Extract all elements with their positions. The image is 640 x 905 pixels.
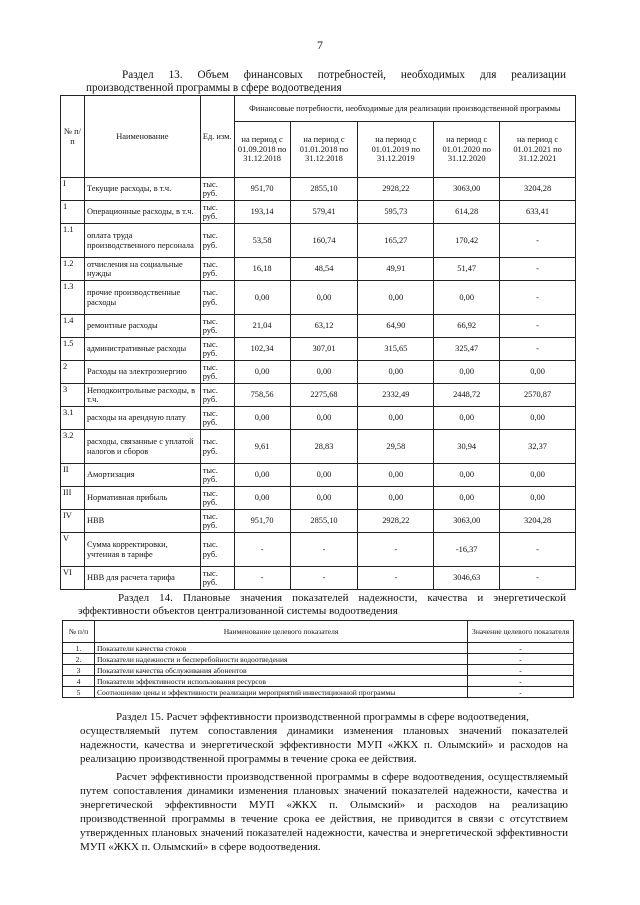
row-value: 0,00 (358, 281, 434, 315)
row-value: 951,70 (234, 510, 290, 533)
row-name: прочие производственные расходы (84, 281, 200, 315)
row-value: 0,00 (434, 487, 500, 510)
row-value: 3204,28 (500, 178, 576, 201)
row-num: VI (61, 567, 85, 590)
row-value: 48,54 (290, 258, 358, 281)
row-value: 325,47 (434, 338, 500, 361)
row-unit: тыс. руб. (200, 361, 234, 384)
row-num: 5 (63, 687, 95, 698)
row-value: 0,00 (434, 281, 500, 315)
table-row (61, 407, 576, 430)
row-value: - (500, 315, 576, 338)
row-num: 2. (63, 654, 95, 665)
row-value: - (358, 533, 434, 567)
row-num: 1 (61, 201, 85, 224)
row-unit: тыс. руб. (200, 430, 234, 464)
row-name: Операционные расходы, в т.ч. (84, 201, 200, 224)
row-value: - (468, 665, 574, 676)
row-num: 2 (61, 361, 85, 384)
row-value: 102,34 (234, 338, 290, 361)
row-value: 0,00 (234, 281, 290, 315)
row-name: Соотношение цены и эффективности реализации мероприятий инвестиционной программы (94, 687, 467, 698)
row-value: 0,00 (500, 464, 576, 487)
table-row (61, 224, 576, 258)
row-value: 3063,00 (434, 510, 500, 533)
table-row (61, 258, 576, 281)
row-value: -16,37 (434, 533, 500, 567)
row-name: Показатели качества стоков (94, 643, 467, 654)
header-period: на период с 01.01.2021 по 31.12.2021 (500, 122, 576, 178)
table-row (61, 384, 576, 407)
row-unit: тыс. руб. (200, 567, 234, 590)
row-value: 63,12 (290, 315, 358, 338)
row-num: 1.1 (61, 224, 85, 258)
header-period: на период с 01.01.2018 по 31.12.2018 (290, 122, 358, 178)
table-row (63, 665, 574, 676)
table-row (61, 487, 576, 510)
table-row (61, 510, 576, 533)
row-name: Текущие расходы, в т.ч. (84, 178, 200, 201)
row-value: 0,00 (500, 407, 576, 430)
row-value: 0,00 (290, 464, 358, 487)
row-name: Сумма корректировки, учтенная в тарифе (84, 533, 200, 567)
table-row (61, 430, 576, 464)
row-unit: тыс. руб. (200, 533, 234, 567)
row-value: 64,90 (358, 315, 434, 338)
header-num: № п/п (61, 96, 85, 178)
row-value: - (500, 281, 576, 315)
table-row (61, 567, 576, 590)
table-row (61, 281, 576, 315)
row-value: - (500, 567, 576, 590)
page-number: 7 (317, 38, 323, 52)
row-value: 16,18 (234, 258, 290, 281)
row-value: - (234, 567, 290, 590)
row-value: 307,01 (290, 338, 358, 361)
row-unit: тыс. руб. (200, 201, 234, 224)
row-num: I (61, 178, 85, 201)
row-num: 1.3 (61, 281, 85, 315)
row-value: 49,91 (358, 258, 434, 281)
row-value: 0,00 (358, 407, 434, 430)
row-name: Показатели качества обслуживания абонентов (94, 665, 467, 676)
row-value: 0,00 (358, 487, 434, 510)
table-row (63, 654, 574, 665)
row-value: 0,00 (234, 464, 290, 487)
row-value: 579,41 (290, 201, 358, 224)
row-value: 21,04 (234, 315, 290, 338)
row-value: 165,27 (358, 224, 434, 258)
row-value: 0,00 (434, 361, 500, 384)
row-value: 2448,72 (434, 384, 500, 407)
row-value: 951,70 (234, 178, 290, 201)
row-value: - (500, 258, 576, 281)
row-value: 0,00 (290, 487, 358, 510)
row-value: 0,00 (290, 281, 358, 315)
row-value: 51,47 (434, 258, 500, 281)
row-unit: тыс. руб. (200, 178, 234, 201)
row-name: Расходы на электроэнергию (84, 361, 200, 384)
header-name: Наименование (84, 96, 200, 178)
row-value: 2928,22 (358, 178, 434, 201)
table-row (61, 361, 576, 384)
row-value: 9,61 (234, 430, 290, 464)
row-value: 0,00 (434, 407, 500, 430)
row-value: 2332,49 (358, 384, 434, 407)
row-name: расходы на арендную плату (84, 407, 200, 430)
row-value: 614,28 (434, 201, 500, 224)
header-period: на период с 01.09.2018 по 31.12.2018 (234, 122, 290, 178)
row-value: 0,00 (290, 361, 358, 384)
row-value: 0,00 (500, 487, 576, 510)
row-value: - (500, 533, 576, 567)
table-row (61, 533, 576, 567)
section-13-heading (86, 69, 566, 95)
row-unit: тыс. руб. (200, 464, 234, 487)
row-value: 28,83 (290, 430, 358, 464)
row-value: 160,74 (290, 224, 358, 258)
row-value: - (234, 533, 290, 567)
row-num: 3.1 (61, 407, 85, 430)
row-value: 2855,10 (290, 510, 358, 533)
row-name: расходы, связанные с уплатой налогов и сборов (84, 430, 200, 464)
table-row (61, 338, 576, 361)
header-period: на период с 01.01.2019 по 31.12.2019 (358, 122, 434, 178)
row-name: ремонтные расходы (84, 315, 200, 338)
row-name: Нормативная прибыль (84, 487, 200, 510)
section-13-heading-line2: производственной программы в сфере водоотведения (86, 82, 342, 94)
row-value: 32,37 (500, 430, 576, 464)
row-num: IV (61, 510, 85, 533)
row-num: 1. (63, 643, 95, 654)
row-unit: тыс. руб. (200, 258, 234, 281)
row-value: 2275,68 (290, 384, 358, 407)
row-value: - (468, 676, 574, 687)
row-unit: тыс. руб. (200, 487, 234, 510)
row-num: 3 (63, 665, 95, 676)
row-num: V (61, 533, 85, 567)
row-unit: тыс. руб. (200, 224, 234, 258)
row-value: 0,00 (434, 464, 500, 487)
row-name: НВВ для расчета тарифа (84, 567, 200, 590)
row-name: Амортизация (84, 464, 200, 487)
row-unit: тыс. руб. (200, 338, 234, 361)
row-unit: тыс. руб. (200, 407, 234, 430)
target-indicators-table (62, 620, 574, 698)
header-unit: Ед. изм. (200, 96, 234, 178)
row-num: 1.4 (61, 315, 85, 338)
row-value: 3204,28 (500, 510, 576, 533)
row-name: административные расходы (84, 338, 200, 361)
row-unit: тыс. руб. (200, 315, 234, 338)
row-value: 595,73 (358, 201, 434, 224)
row-name: НВВ (84, 510, 200, 533)
financial-needs-table (60, 95, 576, 590)
row-value: 2570,87 (500, 384, 576, 407)
row-name: оплата труда производственного персонала (84, 224, 200, 258)
row-num: 3.2 (61, 430, 85, 464)
row-name: Неподконтрольные расходы, в т.ч. (84, 384, 200, 407)
section-15-conclusion (80, 770, 568, 854)
section-15-conclusion-text: Расчет эффективности производственной программы в сфере водоотведения, осуществляемый путем сопоставления динамики изменения плановых значений показателей надежности, качества и энергетической эффективности МУП «ЖКХ п. Олымский» и расходов на реализацию производственной программы в течение срока ее действия, не приводится в связи с отсутствием утвержденных плановых значений показателей надежности, качества и энергетической эффективности МУП «ЖКХ п. Олымский» в сфере водоотведения. (80, 771, 568, 853)
row-value: 315,65 (358, 338, 434, 361)
table-row (63, 676, 574, 687)
row-value: 53,58 (234, 224, 290, 258)
row-value: 0,00 (290, 407, 358, 430)
section-15-rest: осуществляемый путем сопоставления динамики изменения плановых значений показателей надежности, качества и энергетической эффективности МУП «ЖКХ п. Олымский» и расходов на реализацию производственной программы в течение срока ее действия. (80, 725, 568, 765)
row-value: 29,58 (358, 430, 434, 464)
row-value: - (290, 533, 358, 567)
section-14-heading-line2: эффективности объектов централизованной системы водоотведения (78, 605, 398, 617)
row-value: 170,42 (434, 224, 500, 258)
table-row (61, 464, 576, 487)
row-num: 3 (61, 384, 85, 407)
row-value: - (358, 567, 434, 590)
row-value: 193,14 (234, 201, 290, 224)
row-value: 3063,00 (434, 178, 500, 201)
section-15-paragraph (80, 710, 568, 766)
section-13-heading-line1: Раздел 13. Объем финансовых потребностей, необходимых для реализации (122, 69, 566, 81)
row-value: 0,00 (358, 464, 434, 487)
row-unit: тыс. руб. (200, 384, 234, 407)
header-group: Финансовые потребности, необходимые для реализации производственной программы (234, 96, 575, 122)
row-name: Показатели надежности и бесперебойности водоотведения (94, 654, 467, 665)
table-row (61, 315, 576, 338)
header-value: Значение целевого показателя (468, 621, 574, 643)
row-unit: тыс. руб. (200, 281, 234, 315)
row-value: - (468, 687, 574, 698)
table-row (63, 643, 574, 654)
row-value: 633,41 (500, 201, 576, 224)
row-unit: тыс. руб. (200, 510, 234, 533)
row-num: 4 (63, 676, 95, 687)
table-row (63, 687, 574, 698)
row-num: 1.2 (61, 258, 85, 281)
row-value: - (290, 567, 358, 590)
row-value: 0,00 (500, 361, 576, 384)
row-value: 0,00 (234, 407, 290, 430)
header-period: на период с 01.01.2020 по 31.12.2020 (434, 122, 500, 178)
row-value: - (500, 338, 576, 361)
section-14-heading (78, 592, 566, 618)
header-num: № п/п (63, 621, 95, 643)
header-name: Наименование целевого показателя (94, 621, 467, 643)
row-name: отчисления на социальные нужды (84, 258, 200, 281)
row-value: 0,00 (234, 487, 290, 510)
table-row (61, 201, 576, 224)
row-value: 3046,63 (434, 567, 500, 590)
row-value: - (500, 224, 576, 258)
row-value: 2928,22 (358, 510, 434, 533)
section-14-heading-line1: Раздел 14. Плановые значения показателей надежности, качества и энергетической (118, 592, 566, 604)
row-value: - (468, 643, 574, 654)
row-num: II (61, 464, 85, 487)
row-value: - (468, 654, 574, 665)
table-row (61, 178, 576, 201)
row-value: 2855,10 (290, 178, 358, 201)
row-value: 0,00 (234, 361, 290, 384)
row-name: Показатели эффективности использования ресурсов (94, 676, 467, 687)
row-value: 66,92 (434, 315, 500, 338)
row-num: 1.5 (61, 338, 85, 361)
section-15-first-line: Раздел 15. Расчет эффективности производственной программы в сфере водоотведения, (116, 711, 529, 723)
row-value: 30,94 (434, 430, 500, 464)
row-value: 0,00 (358, 361, 434, 384)
row-num: III (61, 487, 85, 510)
row-value: 758,56 (234, 384, 290, 407)
